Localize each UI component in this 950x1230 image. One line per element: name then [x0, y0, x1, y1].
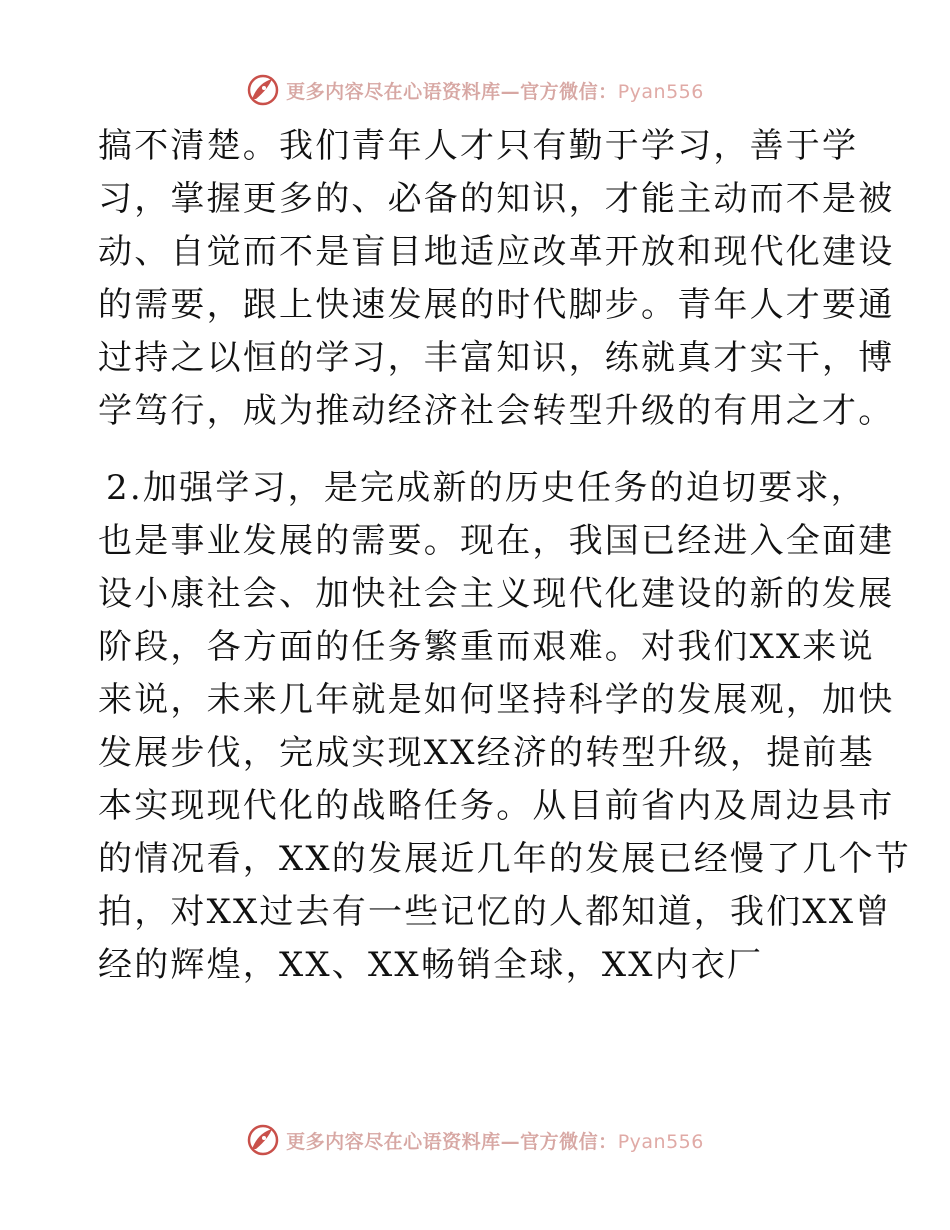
text-line: 过持之以恒的学习，丰富知识，练就真才实干，博 — [98, 338, 895, 378]
text-line: 本实现现代化的战略任务。从目前省内及周边县市 — [98, 786, 895, 826]
watermark-account: Pyan556 — [617, 1130, 704, 1153]
text-line: 的情况看，XX的发展近几年的发展已经慢了几个节 — [98, 839, 912, 879]
watermark-site: 更多内容尽在心语资料库 — [286, 80, 501, 103]
text-line: 也是事业发展的需要。现在，我国已经进入全面建 — [98, 521, 895, 561]
watermark-separator: —官方微信： — [500, 80, 618, 103]
watermark-site: 更多内容尽在心语资料库 — [286, 1130, 501, 1153]
text-line: 来说，未来几年就是如何坚持科学的发展观，加快 — [98, 680, 895, 720]
pen-nib-circle-icon — [246, 1123, 280, 1157]
watermark-account: Pyan556 — [617, 80, 704, 103]
document-body — [98, 120, 912, 992]
paragraph-2 — [98, 462, 912, 992]
text-line: 动、自觉而不是盲目地适应改革开放和现代化建设 — [98, 232, 895, 272]
paragraph-1 — [98, 120, 895, 438]
pen-nib-circle-icon — [246, 73, 280, 107]
text-line: 拍，对XX过去有一些记忆的人都知道，我们XX曾 — [98, 892, 892, 932]
text-line: 学笃行，成为推动经济社会转型升级的有用之才。 — [98, 391, 895, 431]
text-line: 2.加强学习，是完成新的历史任务的迫切要求， — [106, 468, 867, 508]
watermark-separator: —官方微信： — [500, 1130, 618, 1153]
watermark-text — [286, 1127, 704, 1154]
text-line: 搞不清楚。我们青年人才只有勤于学习，善于学 — [98, 126, 859, 166]
text-line: 发展步伐，完成实现XX经济的转型升级，提前基 — [98, 733, 875, 773]
header-watermark — [0, 70, 950, 110]
text-line: 设小康社会、加快社会主义现代化建设的新的发展 — [98, 574, 895, 614]
text-line: 的需要，跟上快速发展的时代脚步。青年人才要通 — [98, 285, 895, 325]
text-line: 经的辉煌，XX、XX畅销全球，XX内衣厂 — [98, 945, 764, 985]
footer-watermark — [0, 1120, 950, 1160]
watermark-text — [286, 77, 704, 104]
text-line: 习，掌握更多的、必备的知识，才能主动而不是被 — [98, 179, 895, 219]
paragraph-spacer — [98, 438, 858, 462]
text-line: 阶段，各方面的任务繁重而艰难。对我们XX来说 — [98, 627, 875, 667]
